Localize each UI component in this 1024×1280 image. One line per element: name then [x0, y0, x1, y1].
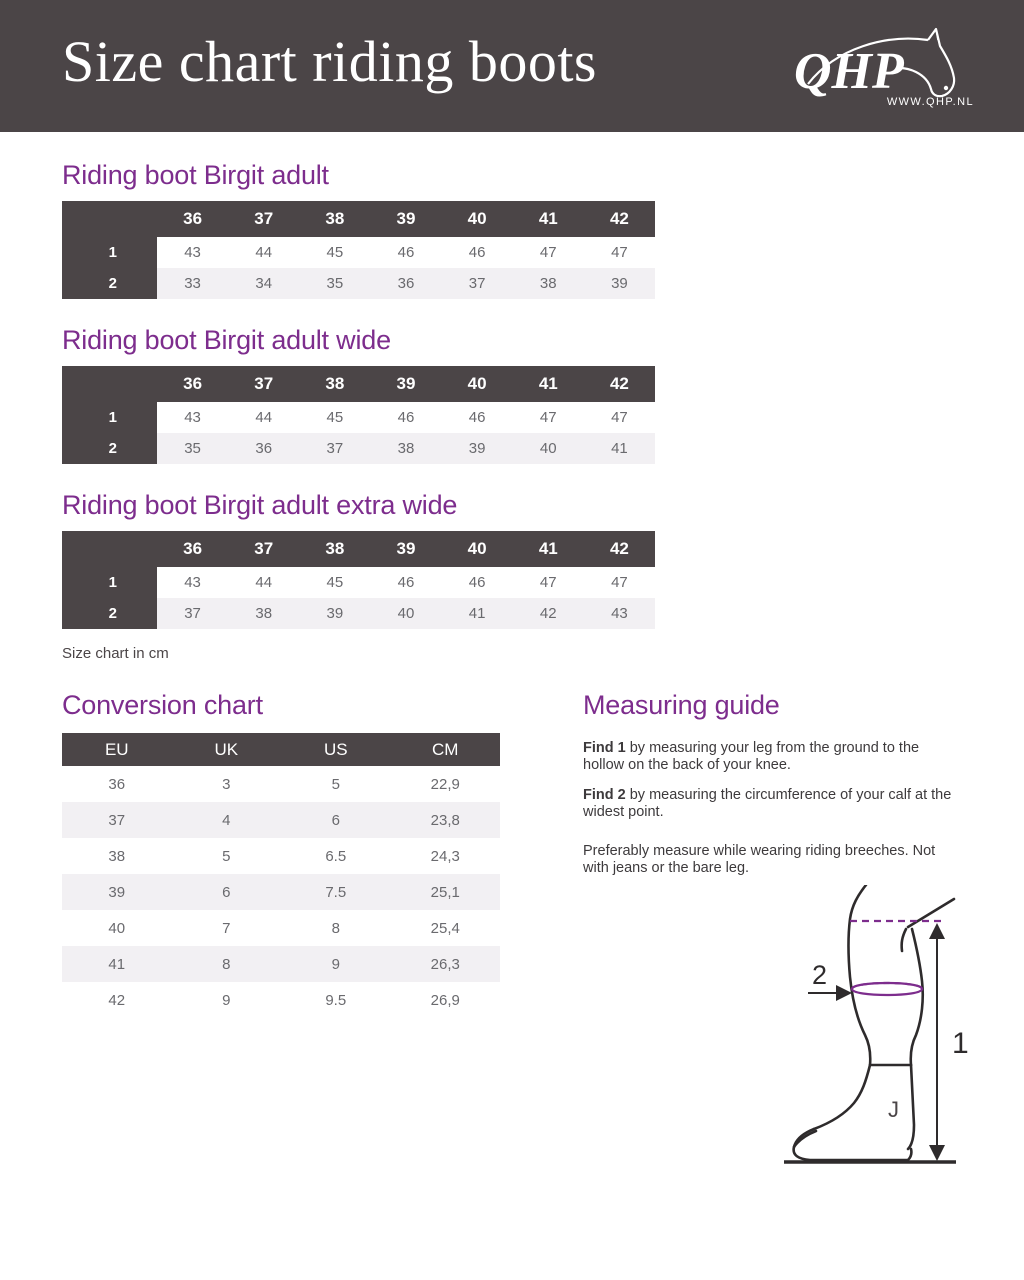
column-header: 39 [396, 539, 416, 558]
table-cell: 46 [468, 244, 486, 261]
row-label: 1 [62, 237, 157, 268]
table-cell: 46 [397, 244, 415, 261]
section-title-birgit-adult-extra-wide: Riding boot Birgit adult extra wide [62, 490, 458, 520]
conversion-cell: 3 [222, 775, 231, 793]
table-cell: 43 [184, 244, 201, 261]
leg-height-label: 1 [952, 1027, 969, 1060]
measuring-guide-paragraph-3 [583, 843, 963, 877]
conversion-cell: 26,3 [430, 955, 460, 973]
table-cell: 37 [326, 440, 344, 457]
table-cell: 37 [184, 605, 201, 622]
table-cell: 45 [326, 244, 344, 261]
table-row [62, 567, 655, 598]
table-cell: 46 [468, 574, 486, 591]
conversion-cell: 6 [331, 811, 340, 829]
conversion-cell: 36 [108, 775, 126, 793]
conversion-cell: 39 [108, 883, 126, 901]
column-header: 38 [325, 539, 345, 558]
table-cell: 43 [611, 605, 628, 622]
page-header [0, 0, 1024, 132]
table-cell: 47 [611, 409, 628, 426]
calf-measure-label: 2 [812, 960, 828, 990]
table-cell: 47 [611, 574, 628, 591]
table-cell: 40 [539, 440, 557, 457]
row-label: 2 [62, 433, 157, 464]
table-cell: 41 [468, 605, 486, 622]
measuring-guide-paragraph-1 [583, 740, 963, 774]
boot-detail-label: J [888, 1097, 899, 1122]
table-row [62, 268, 655, 299]
row-label: 2 [62, 598, 157, 629]
table-cell: 44 [255, 244, 273, 261]
size-chart-unit-caption: Size chart in cm [62, 645, 169, 662]
table-header-row [62, 366, 655, 402]
conversion-column-header-cm: CM [432, 739, 459, 759]
qhp-logo [786, 26, 976, 112]
table-cell: 45 [326, 574, 344, 591]
measuring-guide-text [583, 740, 963, 890]
conversion-cell: 8 [222, 955, 231, 973]
table-cell: 43 [184, 409, 201, 426]
table-cell: 44 [255, 574, 273, 591]
table-cell: 33 [184, 275, 201, 292]
column-header: 40 [467, 539, 487, 558]
conversion-cell: 7 [222, 919, 231, 937]
table-cell: 47 [539, 244, 557, 261]
measuring-guide-paragraph-2 [583, 787, 963, 821]
conversion-cell: 24,3 [430, 847, 460, 865]
conversion-cell: 5 [331, 775, 340, 793]
row-label: 1 [62, 567, 157, 598]
table-cell: 47 [611, 244, 628, 261]
find-2-label: Find 2 [583, 787, 626, 803]
conversion-cell: 26,9 [430, 991, 460, 1009]
boot-measuring-diagram [770, 885, 990, 1185]
column-header: 37 [254, 374, 274, 393]
column-header: 36 [183, 374, 203, 393]
conversion-row [62, 910, 500, 946]
column-header: 37 [254, 539, 274, 558]
conversion-cell: 25,1 [430, 883, 460, 901]
table-cell: 37 [468, 275, 486, 292]
table-cell: 46 [397, 574, 415, 591]
table-cell: 46 [397, 409, 415, 426]
conversion-row [62, 874, 500, 910]
conversion-row [62, 838, 500, 874]
conversion-row [62, 802, 500, 838]
conversion-cell: 25,4 [430, 919, 460, 937]
table-row [62, 598, 655, 629]
column-header: 40 [467, 209, 487, 228]
table-cell: 42 [539, 605, 557, 622]
section-title-birgit-adult: Riding boot Birgit adult [62, 160, 329, 190]
column-header: 42 [609, 209, 629, 228]
find-2-text: by measuring the circumference of your calf at the widest point. [583, 787, 952, 820]
column-header: 39 [396, 209, 416, 228]
section-title-conversion-chart: Conversion chart [62, 690, 263, 720]
svg-text:QHP: QHP [794, 43, 904, 100]
conversion-cell: 42 [108, 991, 126, 1009]
conversion-cell: 22,9 [430, 775, 460, 793]
table-cell: 43 [184, 574, 201, 591]
table-cell: 39 [468, 440, 486, 457]
preferably-measure-text: Preferably measure while wearing riding breeches. Not with jeans or the bare leg. [583, 843, 936, 876]
column-header: 36 [183, 209, 203, 228]
table-cell: 38 [539, 275, 557, 292]
table-cell: 44 [255, 409, 273, 426]
table-row [62, 237, 655, 268]
table-cell: 36 [255, 440, 273, 457]
table-cell: 47 [539, 574, 557, 591]
section-title-birgit-adult-wide: Riding boot Birgit adult wide [62, 325, 391, 355]
column-header: 41 [538, 374, 558, 393]
conversion-cell: 41 [108, 955, 126, 973]
conversion-table [62, 733, 500, 1018]
table-cell: 47 [539, 409, 557, 426]
conversion-column-header-us: US [323, 739, 348, 759]
table-cell: 40 [397, 605, 415, 622]
column-header: 38 [325, 374, 345, 393]
column-header: 39 [396, 374, 416, 393]
table-cell: 39 [611, 275, 628, 292]
table-corner-cell [62, 201, 157, 237]
conversion-cell: 5 [222, 847, 231, 865]
table-cell: 45 [326, 409, 344, 426]
conversion-cell: 38 [108, 847, 126, 865]
column-header: 42 [609, 374, 629, 393]
table-cell: 46 [468, 409, 486, 426]
conversion-column-header-uk: UK [214, 739, 239, 759]
conversion-row [62, 982, 500, 1018]
column-header: 37 [254, 209, 274, 228]
row-label: 2 [62, 268, 157, 299]
table-cell: 38 [397, 440, 415, 457]
conversion-cell: 6 [222, 883, 231, 901]
size-table-birgit-adult [62, 201, 655, 299]
conversion-row [62, 766, 500, 802]
table-cell: 35 [184, 440, 201, 457]
find-1-text: by measuring your leg from the ground to the hollow on the back of your knee. [583, 740, 920, 773]
conversion-cell: 40 [108, 919, 126, 937]
row-label: 1 [62, 402, 157, 433]
table-cell: 38 [255, 605, 273, 622]
conversion-cell: 8 [331, 919, 340, 937]
table-cell: 34 [255, 275, 273, 292]
column-header: 36 [183, 539, 203, 558]
size-table-birgit-adult-extra-wide [62, 531, 655, 629]
conversion-cell: 6.5 [325, 847, 347, 865]
conversion-cell: 9 [331, 955, 340, 973]
column-header: 41 [538, 539, 558, 558]
logo-url-text: WWW.QHP.NL [886, 96, 974, 108]
table-corner-cell [62, 531, 157, 567]
table-row [62, 402, 655, 433]
find-1-label: Find 1 [583, 740, 626, 756]
table-cell: 36 [397, 275, 415, 292]
boot-outline-icon [794, 885, 954, 1160]
calf-ellipse-dashed-top [852, 983, 922, 989]
conversion-row [62, 946, 500, 982]
conversion-header-row [62, 733, 500, 766]
conversion-cell: 37 [108, 811, 126, 829]
table-row [62, 433, 655, 464]
column-header: 40 [467, 374, 487, 393]
table-cell: 39 [326, 605, 344, 622]
column-header: 41 [538, 209, 558, 228]
conversion-column-header-eu: EU [104, 739, 129, 759]
conversion-cell: 4 [222, 811, 231, 829]
size-table-birgit-adult-wide [62, 366, 655, 464]
conversion-cell: 9.5 [325, 991, 347, 1009]
table-corner-cell [62, 366, 157, 402]
conversion-cell: 9 [222, 991, 231, 1009]
page-title: Size chart riding boots [62, 29, 598, 94]
table-header-row [62, 201, 655, 237]
section-title-measuring-guide: Measuring guide [583, 690, 780, 720]
column-header: 42 [609, 539, 629, 558]
conversion-cell: 7.5 [325, 883, 347, 901]
conversion-cell: 23,8 [430, 811, 460, 829]
table-cell: 35 [326, 275, 344, 292]
table-header-row [62, 531, 655, 567]
table-cell: 41 [611, 440, 628, 457]
column-header: 38 [325, 209, 345, 228]
